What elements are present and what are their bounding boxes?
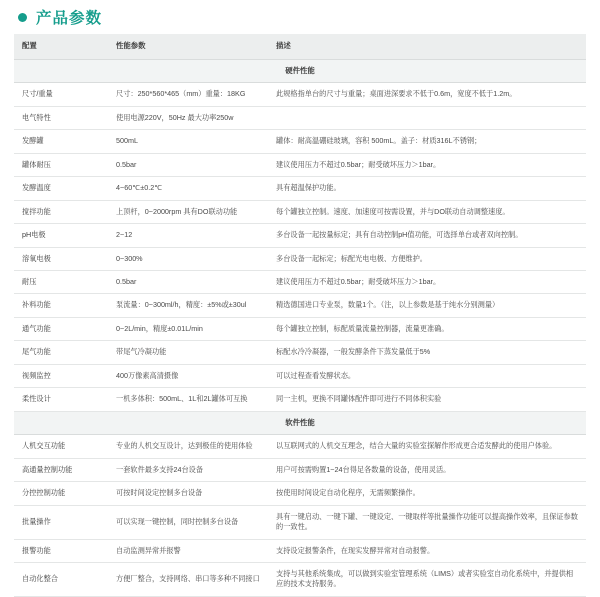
cell-desc: 用户可按需购置1~24台得足各数量的设备，使用灵活。	[268, 458, 586, 481]
cell-config: 分控控制功能	[14, 482, 108, 505]
cell-desc: 按使用时间设定自动化程序，无需频繁操作。	[268, 482, 586, 505]
table-row	[14, 83, 586, 106]
cell-config: 发酵温度	[14, 177, 108, 200]
cell-desc: 以互联网式的人机交互理念，结合大量的实验室探解作形成更合适发酵此的使用户体验。	[268, 435, 586, 458]
cell-param: 500mL	[108, 130, 268, 153]
column-header-param: 性能参数	[108, 34, 268, 59]
cell-config: 补料功能	[14, 294, 108, 317]
table-row	[14, 562, 586, 596]
cell-param: 2~12	[108, 224, 268, 247]
cell-config: pH电极	[14, 224, 108, 247]
cell-config: 柔性设计	[14, 388, 108, 411]
cell-param: 专业的人机交互设计，达到极佳的使用体验	[108, 435, 268, 458]
cell-desc: 建议使用压力不超过0.5bar；耐受破坏压力＞1bar。	[268, 153, 586, 176]
cell-param: 0.5bar	[108, 153, 268, 176]
cell-config: 尺寸/重量	[14, 83, 108, 106]
cell-desc: 支持与其他系统集成，可以做到实验室管理系统（LIMS）或者实验室自动化系统中，并提供相应的技术支持服务。	[268, 562, 586, 596]
cell-desc: 每个罐独立控制，标配质量流量控制器，流量更准确。	[268, 317, 586, 340]
column-header-desc: 描述	[268, 34, 586, 59]
table-row	[14, 435, 586, 458]
table-row	[14, 341, 586, 364]
table-body	[14, 59, 586, 596]
cell-desc: 可以过程查看发酵状态。	[268, 364, 586, 387]
cell-param: 带尾气冷凝功能	[108, 341, 268, 364]
table-row	[14, 106, 586, 129]
table-row	[14, 539, 586, 562]
table-row	[14, 388, 586, 411]
table-row	[14, 458, 586, 481]
table-row	[14, 505, 586, 539]
cell-param: 4~60℃±0.2℃	[108, 177, 268, 200]
cell-config: 发酵罐	[14, 130, 108, 153]
cell-param: 使用电源220V，50Hz 最大功率250w	[108, 106, 268, 129]
cell-param: 一机多体积：500mL、1L和2L罐体可互换	[108, 388, 268, 411]
cell-desc: 罐体：耐高温硼硅玻璃，容积 500mL。盖子：材质316L不锈钢；	[268, 130, 586, 153]
cell-config: 溶氧电极	[14, 247, 108, 270]
cell-config: 人机交互功能	[14, 435, 108, 458]
cell-config: 罐体耐压	[14, 153, 108, 176]
table-row	[14, 130, 586, 153]
cell-param: 方便厂整合，支持网络、串口等多种不同接口	[108, 562, 268, 596]
cell-config: 视频监控	[14, 364, 108, 387]
table-row	[14, 364, 586, 387]
table-row	[14, 224, 586, 247]
table-header-row	[14, 34, 586, 59]
cell-config: 报警功能	[14, 539, 108, 562]
cell-param: 可以实现一键控制，同时控制多台设备	[108, 505, 268, 539]
table-row	[14, 317, 586, 340]
cell-desc: 多台设备一起标定；标配光电电极、方便维护。	[268, 247, 586, 270]
cell-desc	[268, 106, 586, 129]
table-row	[14, 200, 586, 223]
table-row	[14, 153, 586, 176]
page-title-text: 产品参数	[36, 10, 103, 27]
cell-param: 尺寸：250*560*465（mm）重量：18KG	[108, 83, 268, 106]
cell-config: 搅拌功能	[14, 200, 108, 223]
cell-desc: 每个罐独立控制。速度、加速度可按需设置，并与DO联动自动调整速度。	[268, 200, 586, 223]
table-row	[14, 482, 586, 505]
cell-param: 0~300%	[108, 247, 268, 270]
page-title	[14, 0, 586, 34]
cell-desc: 此规格指单台的尺寸与重量；桌面进深要求不低于0.6m，宽度不低于1.2m。	[268, 83, 586, 106]
table-row	[14, 247, 586, 270]
cell-param: 0.5bar	[108, 270, 268, 293]
cell-param: 0~2L/min，精度±0.01L/min	[108, 317, 268, 340]
cell-config: 通气功能	[14, 317, 108, 340]
cell-param: 400万像素高清摄像	[108, 364, 268, 387]
cell-desc: 具有超温保护功能。	[268, 177, 586, 200]
cell-desc: 多台设备一起按量标定；具有自动控制pH值功能，可选择单台或者双向控制。	[268, 224, 586, 247]
cell-desc: 具有一键启动、一键下罐、一键设定、一键取样等批量操作功能可以提高操作效率，且保证参数的一致性。	[268, 505, 586, 539]
cell-desc: 同一主机，更换不同罐体配件即可进行不同体积实验	[268, 388, 586, 411]
cell-config: 批量操作	[14, 505, 108, 539]
cell-desc: 标配水冷冷凝器，一般发酵条件下蒸发量低于5%	[268, 341, 586, 364]
cell-config: 尾气功能	[14, 341, 108, 364]
cell-desc: 精选德国进口专业泵，数量1个。（注，以上参数是基于纯水分别测量）	[268, 294, 586, 317]
section-header-row	[14, 59, 586, 83]
cell-config: 电气特性	[14, 106, 108, 129]
cell-param: 可按时间设定控制多台设备	[108, 482, 268, 505]
cell-config: 高通量控制功能	[14, 458, 108, 481]
table-row	[14, 294, 586, 317]
cell-desc: 支持设定报警条件，在现实发酵异常对自动报警。	[268, 539, 586, 562]
bullet-dot-icon	[18, 13, 27, 22]
section-title-hardware: 硬件性能	[14, 59, 586, 83]
cell-param: 泵流量：0~300ml/h，精度：±5%或±30ul	[108, 294, 268, 317]
cell-param: 一套软件最多支持24台设备	[108, 458, 268, 481]
section-title-software: 软件性能	[14, 411, 586, 435]
cell-param: 自动监测异常并报警	[108, 539, 268, 562]
table-row	[14, 177, 586, 200]
cell-config: 耐压	[14, 270, 108, 293]
cell-config: 自动化整合	[14, 562, 108, 596]
cell-desc: 建议使用压力不超过0.5bar；耐受破坏压力＞1bar。	[268, 270, 586, 293]
section-header-row	[14, 411, 586, 435]
column-header-config: 配置	[14, 34, 108, 59]
cell-param: 上顶杆，0~2000rpm 具有DO联动功能	[108, 200, 268, 223]
table-row	[14, 270, 586, 293]
spec-table	[14, 34, 586, 597]
